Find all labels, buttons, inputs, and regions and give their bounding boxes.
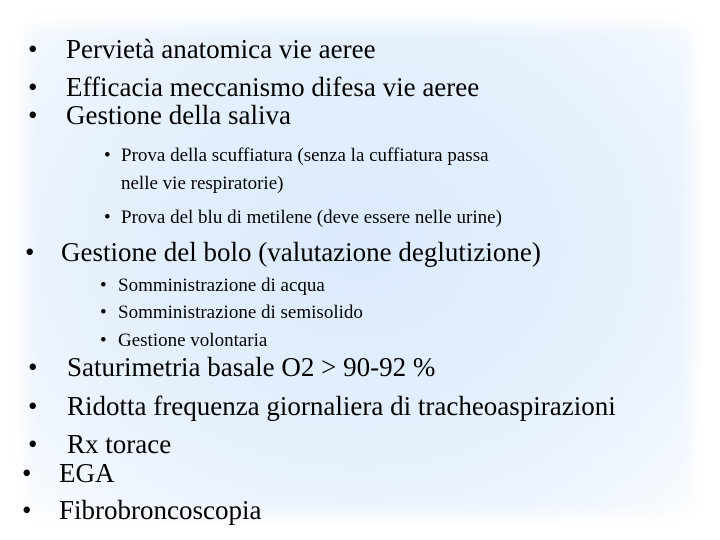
bullet-marker: • xyxy=(28,429,38,459)
bullet-text: Efficacia meccanismo difesa vie aeree xyxy=(66,72,480,102)
bullet-marker: • xyxy=(100,330,107,351)
bullet-text: EGA xyxy=(59,458,115,488)
bullet-marker: • xyxy=(28,100,38,130)
bullet-marker: • xyxy=(104,145,111,166)
sub-bullet-text: Prova del blu di metilene (deve essere nelle urine) xyxy=(121,207,502,228)
bullet-item xyxy=(28,36,37,63)
sub-bullet-item xyxy=(100,276,107,295)
sub-bullet-text: Prova della scuffiatura (senza la cuffiatura passa xyxy=(121,145,489,166)
bullet-item xyxy=(25,239,34,266)
bullet-marker: • xyxy=(22,495,32,525)
sub-bullet-item xyxy=(104,208,111,227)
bullet-item xyxy=(22,497,31,524)
bullet-item xyxy=(22,460,31,487)
bullet-marker: • xyxy=(22,458,32,488)
bullet-marker: • xyxy=(28,34,38,64)
bullet-text: Fibrobroncoscopia xyxy=(59,495,262,525)
bullet-text: Ridotta frequenza giornaliera di tracheoaspirazioni xyxy=(67,391,616,421)
bullet-marker: • xyxy=(25,237,35,267)
bullet-marker: • xyxy=(100,302,107,323)
bullet-marker: • xyxy=(28,352,38,382)
bullet-text: Gestione del bolo (valutazione deglutizione) xyxy=(61,237,541,267)
bullet-item xyxy=(28,393,37,420)
bullet-marker: • xyxy=(100,275,107,296)
sub-bullet-text: Gestione volontaria xyxy=(118,330,268,351)
bullet-text: Gestione della saliva xyxy=(66,100,291,130)
bullet-marker: • xyxy=(104,207,111,228)
bullet-marker: • xyxy=(28,391,38,421)
sub-bullet-text: Somministrazione di acqua xyxy=(118,275,325,296)
bullet-text: Saturimetria basale O2 > 90-92 % xyxy=(67,352,436,382)
bullet-marker: • xyxy=(28,72,38,102)
sub-bullet-item xyxy=(100,331,107,350)
bullet-item xyxy=(28,74,37,101)
bullet-item xyxy=(28,354,37,381)
bullet-item xyxy=(28,102,37,129)
bullet-text: Pervietà anatomica vie aeree xyxy=(66,34,376,64)
bullet-item xyxy=(28,431,37,458)
sub-bullet-item xyxy=(100,303,107,322)
bullet-text: Rx torace xyxy=(67,429,172,459)
sub-bullet-continuation: nelle vie respiratorie) xyxy=(121,173,284,194)
sub-bullet-item xyxy=(104,146,111,165)
sub-bullet-text: Somministrazione di semisolido xyxy=(118,302,363,323)
